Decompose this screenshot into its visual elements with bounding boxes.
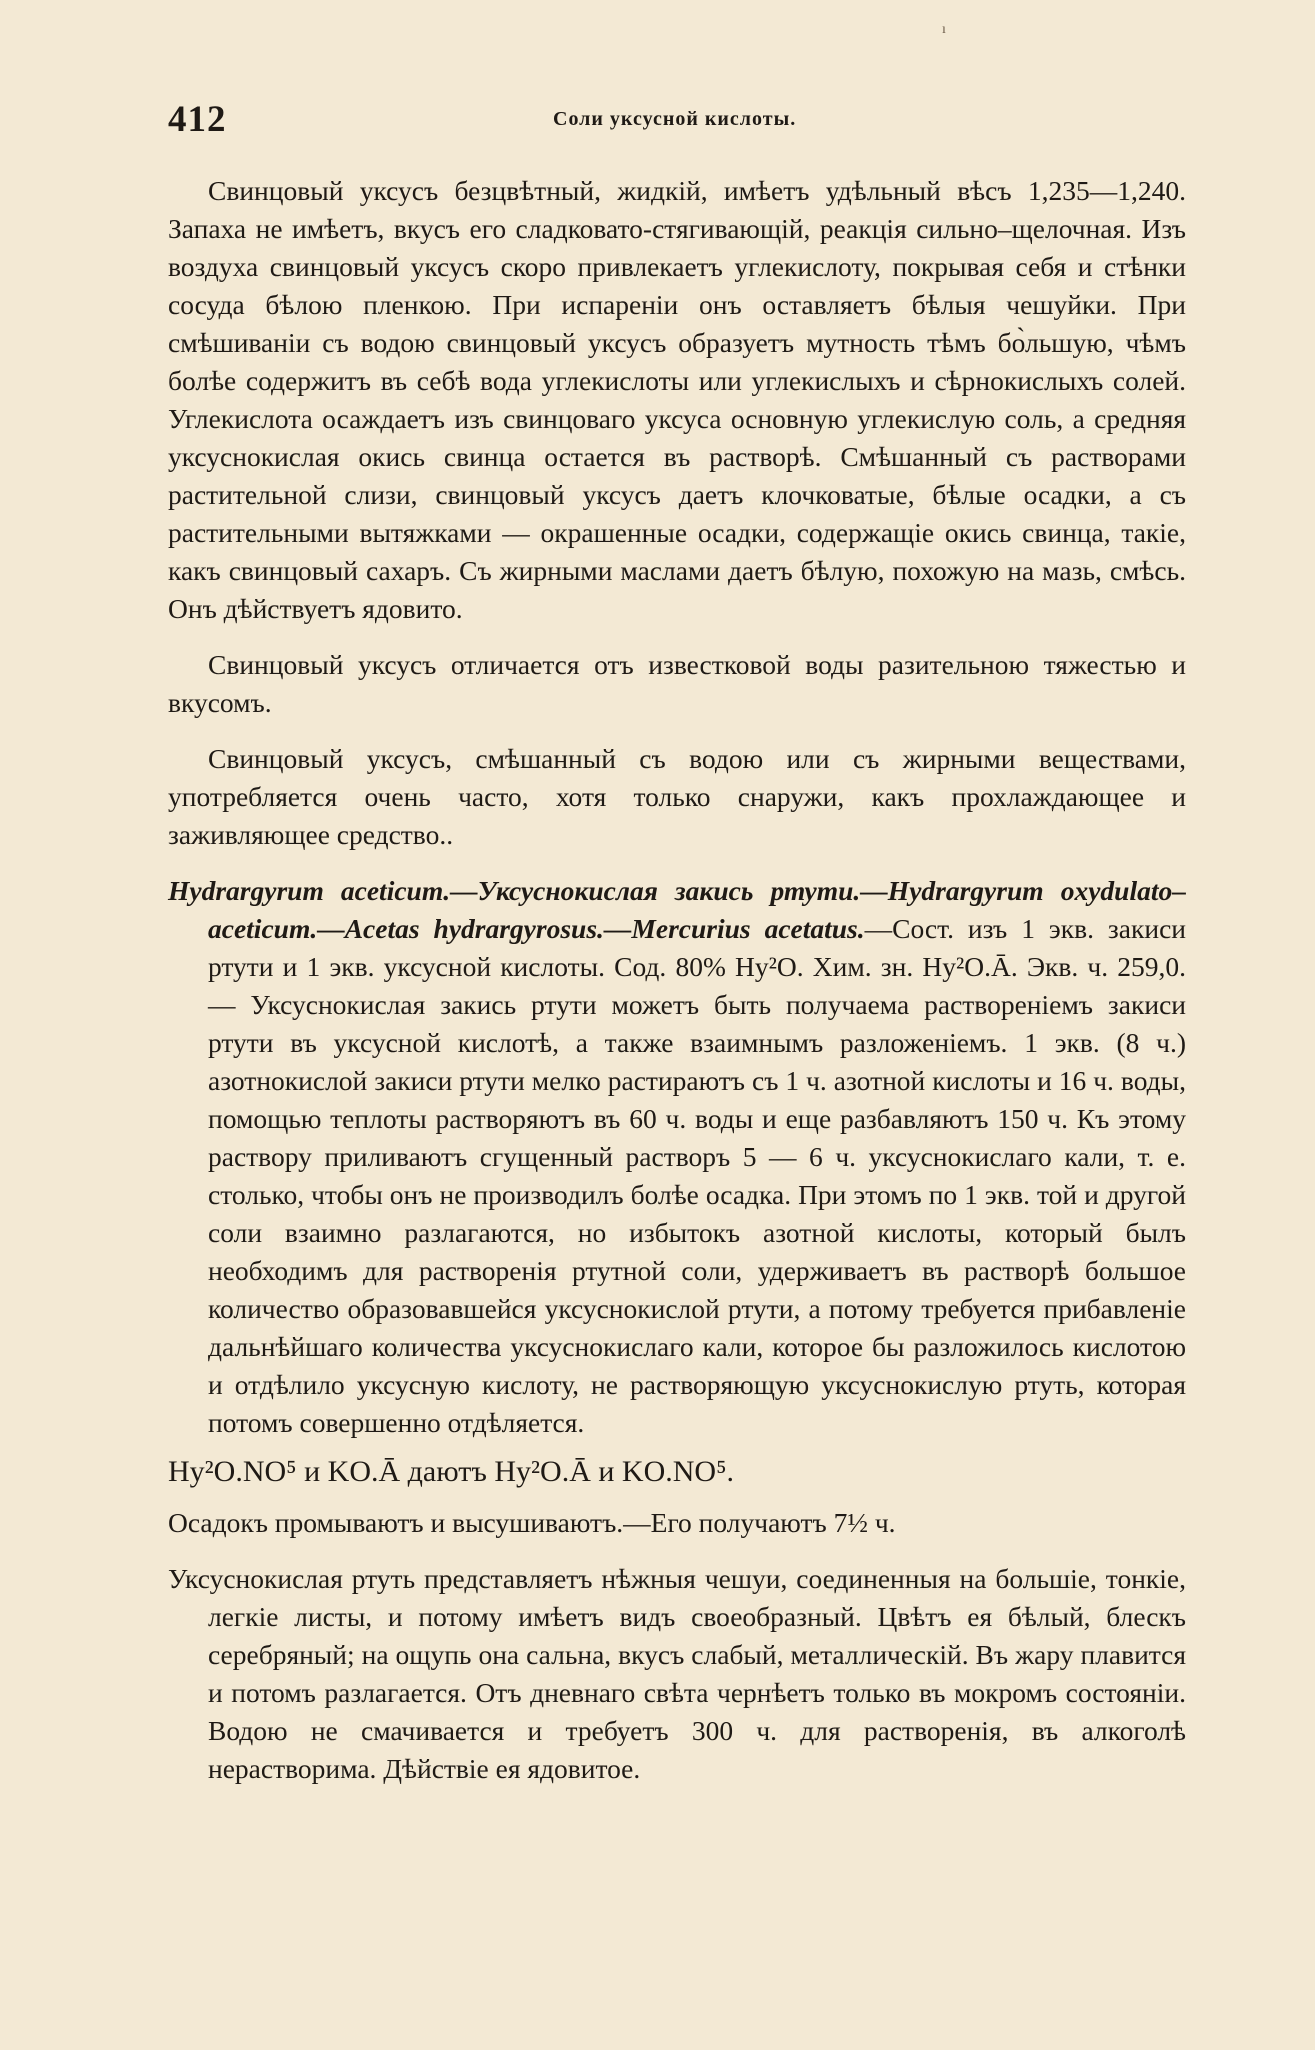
body-text (168, 172, 1186, 1788)
entry-description: —Сост. изъ 1 экв. закиси ртути и 1 экв. уксусной кислоты. Сод. 80% Hy²O. Хим. зн. Hy²O.Ā. Экв. ч. 259,0. — Уксуснокислая закись ртути можетъ быть получаема раствореніемъ закиси ртути въ уксусной кислотѣ, а также взаимнымъ разложеніемъ. 1 экв. (8 ч.) азотнокислой закиси ртути мелко растираютъ съ 1 ч. азотной кислоты и 16 ч. воды, помощью теплоты растворяютъ въ 60 ч. воды и еще разбавляютъ 150 ч. Къ этому раствору приливаютъ сгущенный растворъ 5 — 6 ч. уксуснокислаго кали, т. е. столько, чтобы онъ не производилъ болѣе осадка. При этомъ по 1 экв. той и другой соли взаимно разлагаются, но избытокъ азотной кислоты, который былъ необходимъ для растворенія ртутной соли, удерживаетъ въ растворѣ большое количество образовавшейся уксуснокислой ртути, а потому требуется прибавленіе дальнѣйшаго количества уксуснокислаго кали, которое бы разложилось кислотою и отдѣлило уксусную кислоту, не растворяющую уксуснокислую ртуть, которая потомъ совершенно отдѣляется. (208, 913, 1186, 1438)
paragraph-lead-vinegar-distinction: Свинцовый уксусъ отличается отъ известковой воды разительною тяжестью и вкусомъ. (168, 649, 1186, 718)
entry-title: Hydrargyrum aceticum.—Уксуснокислая закись ртути.—Hydrargyrum oxydulato–aceticum.—Acetas hydrargyrosus.—Mercurius acetatus. (168, 875, 1186, 944)
paragraph-mercury-acetate-properties: Уксуснокислая ртуть представляетъ нѣжныя чешуи, соединенныя на большіе, тонкіе, легкіе листы, и потому имѣетъ видъ своеобразный. Цвѣтъ ея бѣлый, блескъ серебряный; на ощупь она сальна, вкусъ слабый, металлическій. Въ жару плавится и потомъ разлагается. Отъ дневнаго свѣта чернѣетъ только въ мокромъ состояніи. Водою не смачивается и требуетъ 300 ч. для растворенія, въ алкоголѣ нерастворима. Дѣйствіе ея ядовитое. (168, 1563, 1186, 1784)
page-blemish: ı (942, 22, 946, 37)
entry-mercury-acetate (168, 872, 1186, 1442)
running-head: Соли уксусной кислоты. (553, 108, 797, 130)
page-number: 412 (168, 99, 227, 140)
page-header (168, 98, 1185, 138)
yield-line: Осадокъ промываютъ и высушиваютъ.—Его получаютъ 7½ ч. (168, 1507, 896, 1538)
reaction-formula: Hy²O.NO⁵ и KO.Ā даютъ Hy²O.Ā и KO.NO⁵. (168, 1455, 735, 1488)
paragraph-lead-vinegar-use: Свинцовый уксусъ, смѣшанный съ водою или съ жирными веществами, употребляется очень часто, хотя только снаружи, какъ прохлаждающее и заживляющее средство.. (168, 743, 1186, 850)
paragraph-lead-vinegar-properties: Свинцовый уксусъ безцвѣтный, жидкій, имѣетъ удѣльный вѣсъ 1,235—1,240. Запаха не имѣетъ, вкусъ его сладковато-стягивающій, реакція сильно–щелочная. Изъ воздуха свинцовый уксусъ скоро привлекаетъ углекислоту, покрывая себя и стѣнки сосуда бѣлою пленкою. При испареніи онъ оставляетъ бѣлыя чешуйки. При смѣшиваніи съ водою свинцовый уксусъ образуетъ мутность тѣмъ бо̀льшую, чѣмъ болѣе содержитъ въ себѣ вода углекислоты или углекислыхъ и сѣрнокислыхъ солей. Углекислота осаждаетъ изъ свинцоваго уксуса основную углекислую соль, а средняя уксуснокислая окись свинца остается въ растворѣ. Смѣшанный съ растворами растительной слизи, свинцовый уксусъ даетъ клочковатые, бѣлые осадки, а съ растительными вытяжками — окрашенные осадки, содержащіе окись свинца, такіе, какъ свинцовый сахаръ. Съ жирными маслами даетъ бѣлую, похожую на мазь, смѣсь. Онъ дѣйствуетъ ядовито. (168, 175, 1186, 624)
